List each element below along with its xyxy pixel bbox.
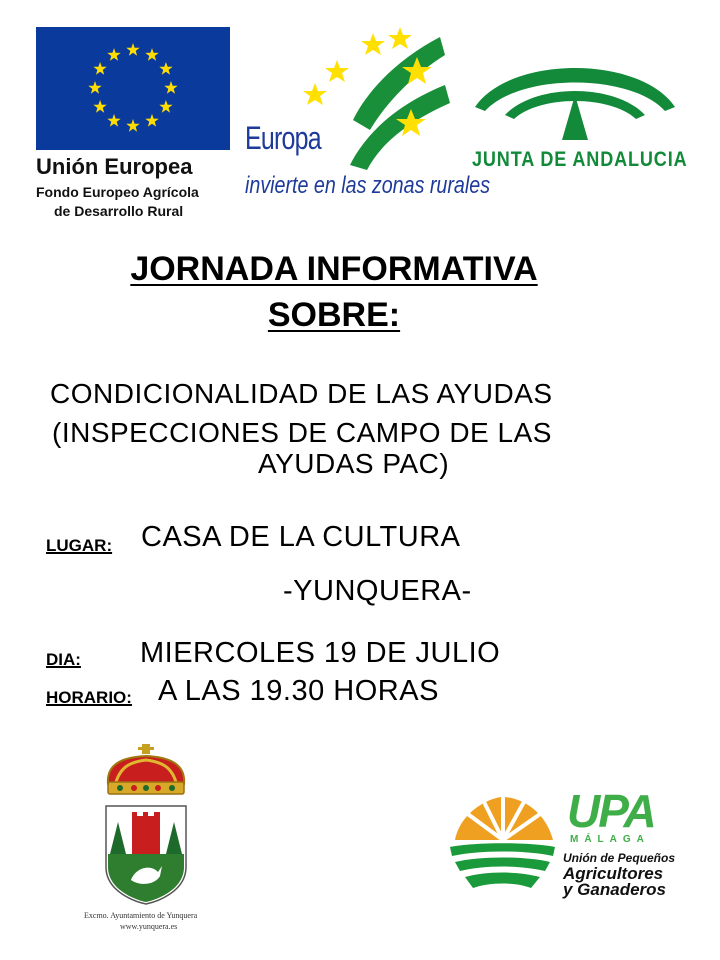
horario-label: HORARIO: <box>46 688 132 707</box>
europa-line1: Europa <box>245 120 321 156</box>
upa-province: MÁLAGA <box>570 834 650 845</box>
eu-star <box>159 100 172 113</box>
eu-stars-icon <box>36 27 230 150</box>
dia-label: DIA: <box>46 650 81 669</box>
topic-line2: (INSPECCIONES DE CAMPO DE LAS <box>52 417 552 448</box>
upa-emblem-icon <box>445 792 560 897</box>
horario-value: A LAS 19.30 HORAS <box>158 675 439 707</box>
lugar-label: LUGAR: <box>46 536 113 555</box>
topic-line3: AYUDAS PAC) <box>258 448 450 479</box>
eu-star <box>126 119 139 132</box>
eu-fund-line1: Fondo Europeo Agrícola <box>36 184 199 200</box>
topic-line1: CONDICIONALIDAD DE LAS AYUDAS <box>50 378 553 409</box>
eu-fund-line2: de Desarrollo Rural <box>54 203 184 219</box>
eu-star <box>164 81 177 94</box>
eu-star <box>159 62 172 75</box>
eu-star <box>145 114 158 127</box>
eu-star <box>93 62 106 75</box>
title-line2: SOBRE: <box>267 296 401 334</box>
eu-star <box>107 48 120 61</box>
ayuntamiento-name: Excmo. Ayuntamiento de Yunquera <box>84 911 198 920</box>
title-line1: JORNADA INFORMATIVA <box>130 250 538 288</box>
junta-logo-icon <box>470 45 680 145</box>
upa-line1: Unión de Pequeños <box>563 851 676 865</box>
upa-line2: Agricultores <box>563 864 664 883</box>
junta-name: JUNTA DE ANDALUCIA <box>472 148 688 171</box>
coat-of-arms-icon <box>96 742 196 907</box>
ayuntamiento-url: www.yunquera.es <box>120 922 178 931</box>
dia-value: MIERCOLES 19 DE JULIO <box>140 637 501 669</box>
eu-star <box>93 100 106 113</box>
lugar-town: -YUNQUERA- <box>283 575 472 607</box>
europa-line2: invierte en las zonas rurales <box>245 172 491 199</box>
upa-acronym: UPA <box>567 785 655 837</box>
eu-star <box>145 48 158 61</box>
eu-star <box>126 43 139 56</box>
lugar-value: CASA DE LA CULTURA <box>141 521 461 553</box>
eu-flag <box>36 27 230 150</box>
eu-star <box>88 81 101 94</box>
upa-line3: y Ganaderos <box>563 880 666 899</box>
eu-star <box>107 114 120 127</box>
eu-name: Unión Europea <box>36 154 193 179</box>
